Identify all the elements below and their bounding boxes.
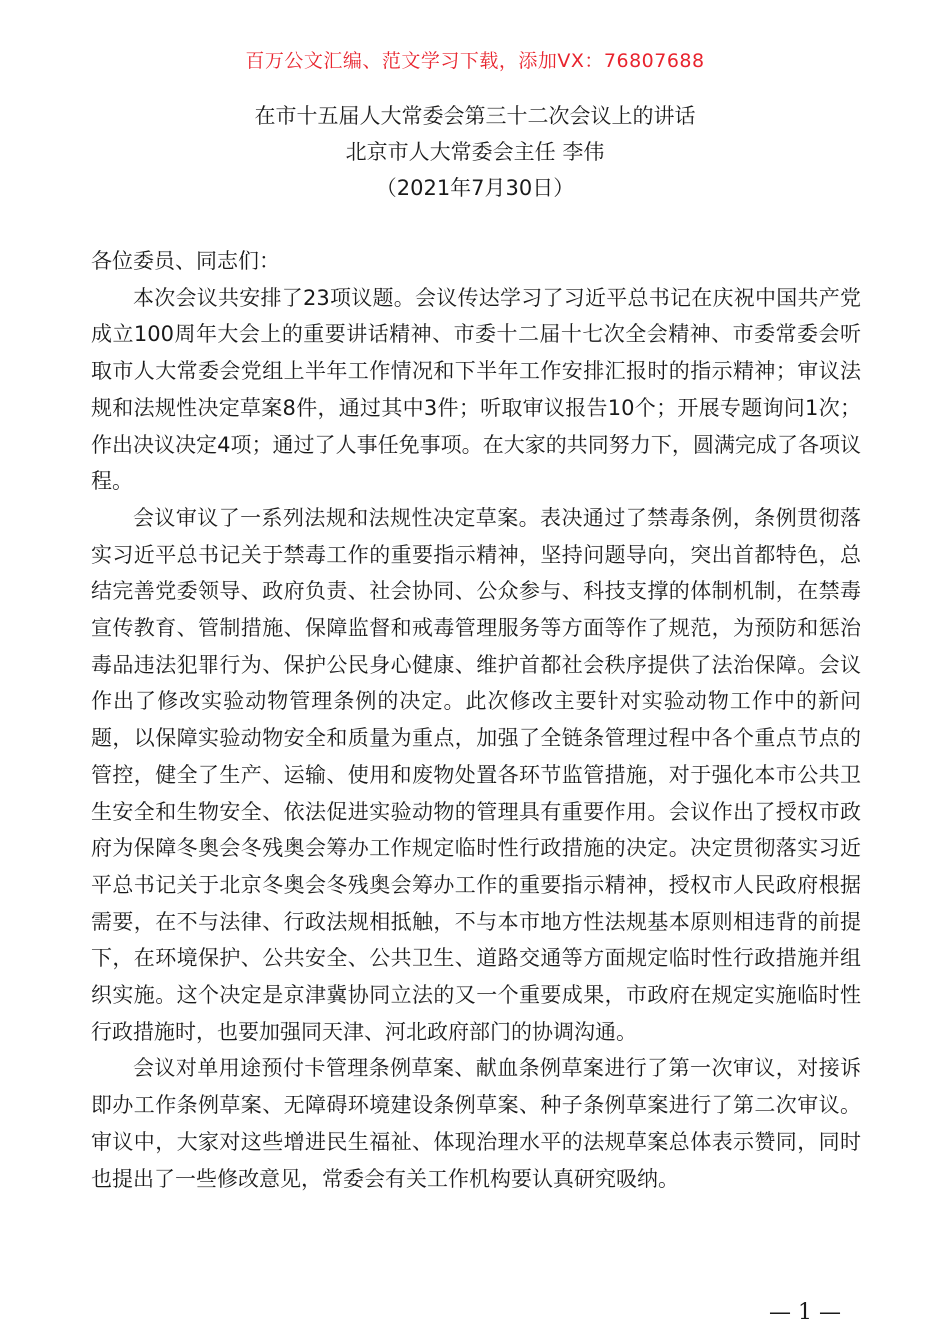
speaker-line: 北京市人大常委会主任 李伟 bbox=[345, 140, 605, 164]
paragraph: 会议对单用途预付卡管理条例草案、献血条例草案进行了第一次审议，对接诉即办工作条例草案、无障碍环境建设条例草案、种子条例草案进行了第二次审议。审议中，大家对这些增进民生福祉、体现治理水平的法规草案总体表示赞同，同时也提出了一些修改意见，常委会有关工作机构要认真研究吸纳。 bbox=[91, 1056, 861, 1191]
page-number: — 1 — bbox=[769, 1300, 841, 1325]
promo-banner: 百万公文汇编、范文学习下载，添加VX：76807688 bbox=[245, 50, 705, 72]
salutation: 各位委员、同志们： bbox=[91, 249, 280, 273]
document-body bbox=[91, 243, 861, 1197]
title-block bbox=[0, 98, 950, 206]
speech-date: （2021年7月30日） bbox=[375, 176, 575, 200]
document-title: 在市十五届人大常委会第三十二次会议上的讲话 bbox=[254, 104, 696, 128]
paragraph: 会议审议了一系列法规和法规性决定草案。表决通过了禁毒条例，条例贯彻落实习近平总书记关于禁毒工作的重要指示精神，坚持问题导向，突出首都特色，总结完善党委领导、政府负责、社会协同、公众参与、科技支撑的体制机制，在禁毒宣传教育、管制措施、保障监督和戒毒管理服务等方面等作了规范，为预防和惩治毒品违法犯罪行为、保护公民身心健康、维护首都社会秩序提供了法治保障。会议作出了修改实验动物管理条例的决定。此次修改主要针对实验动物工作中的新问题，以保障实验动物安全和质量为重点，加强了全链条管理过程中各个重点节点的管控，健全了生产、运输、使用和废物处置各环节监管措施，对于强化本市公共卫生安全和生物安全、依法促进实验动物的管理具有重要作用。会议作出了授权市政府为保障冬奥会冬残奥会筹办工作规定临时性行政措施的决定。决定贯彻落实习近平总书记关于北京冬奥会冬残奥会筹办工作的重要指示精神，授权市人民政府根据需要，在不与法律、行政法规相抵触，不与本市地方性法规基本原则相违背的前提下，在环境保护、公共安全、公共卫生、道路交通等方面规定临时性行政措施并组织实施。这个决定是京津冀协同立法的又一个重要成果，市政府在规定实施临时性行政措施时，也要加强同天津、河北政府部门的协调沟通。 bbox=[91, 505, 861, 1044]
paragraph: 本次会议共安排了23项议题。会议传达学习了习近平总书记在庆祝中国共产党成立100周年大会上的重要讲话精神、市委十二届十七次全会精神、市委常委会听取市人大常委会党组上半年工作情况和下半年工作安排汇报时的指示精神；审议法规和法规性决定草案8件，通过其中3件；听取审议报告10个；开展专题询问1次；作出决议决定4项；通过了人事任免事项。在大家的共同努力下，圆满完成了各项议程。 bbox=[91, 285, 861, 494]
